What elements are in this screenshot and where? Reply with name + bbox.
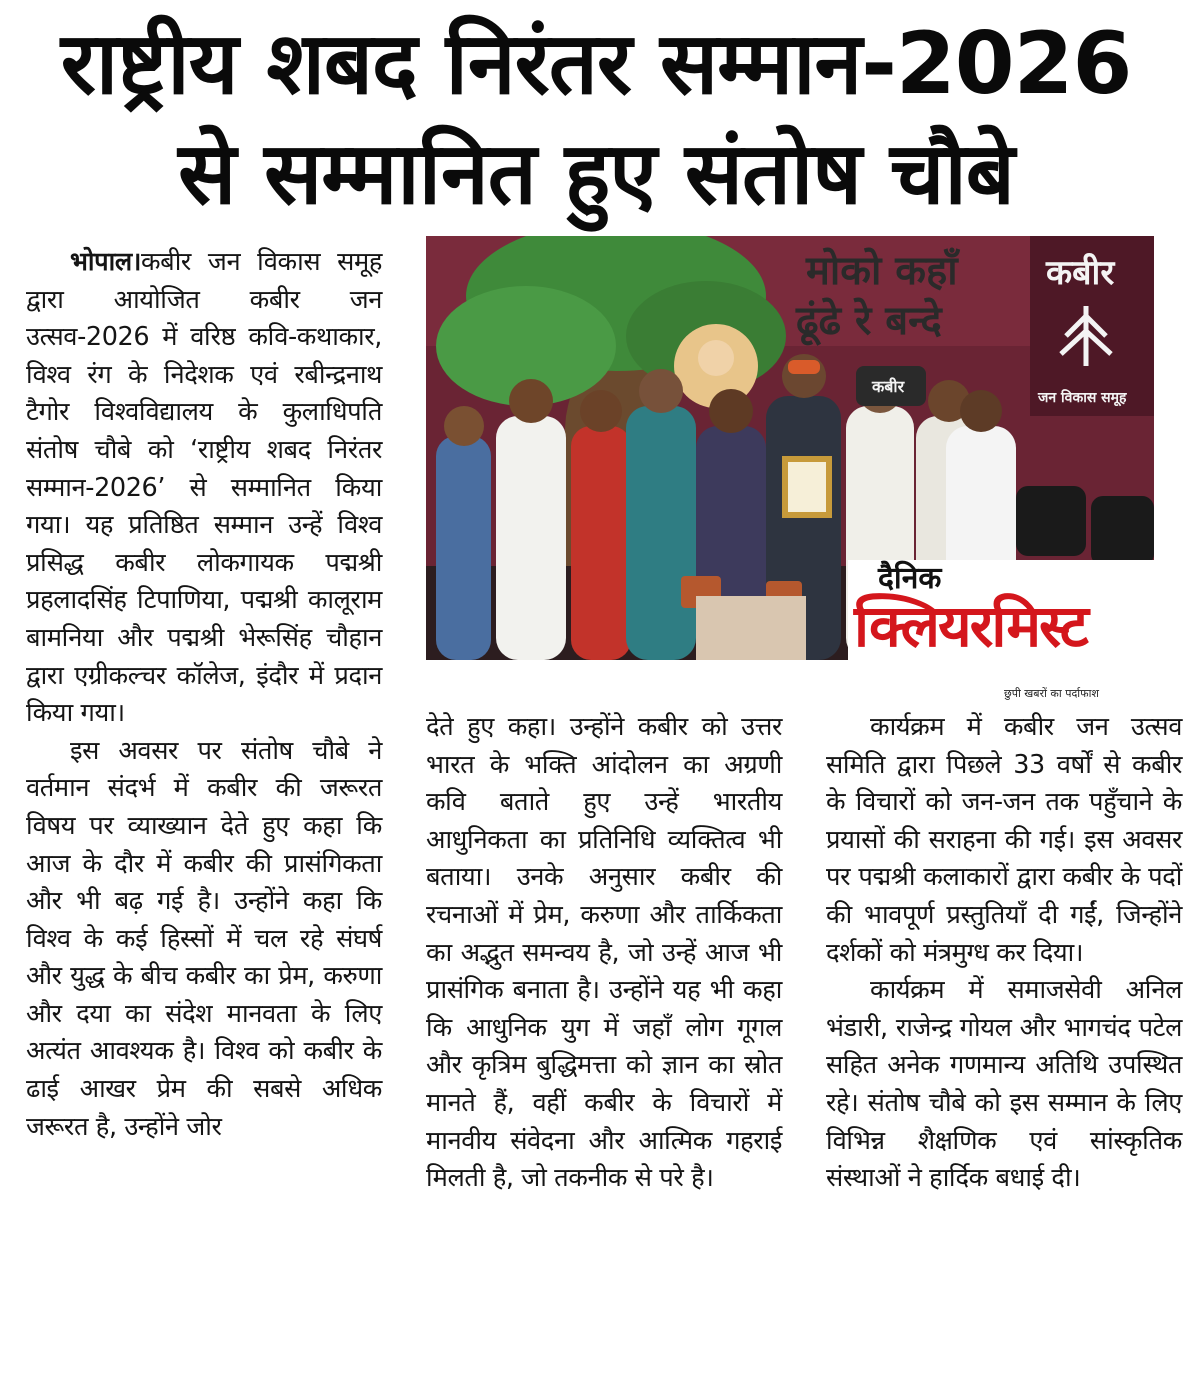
article-paragraph: कार्यक्रम में समाजसेवी अनिल भंडारी, राजेन्द्र गोयल और भागचंद पटेल सहित अनेक गणमान्य अतिथि उपस्थित रहे। संतोष चौबे को इस सम्मान के लिए विभिन्न शैक्षणिक एवं सांस्कृतिक संस्थाओं ने हार्दिक बधाई दी। <box>826 975 1182 1194</box>
logo-text: कबीर <box>1046 253 1115 293</box>
org-text: जन विकास समूह <box>1038 390 1127 406</box>
article-column-1 <box>26 244 382 1146</box>
article-column-2 <box>426 709 782 1198</box>
banner-text-2: ढूंढे रे बन्दे <box>796 298 942 344</box>
article-paragraph: इस अवसर पर संतोष चौबे ने वर्तमान संदर्भ में कबीर की जरूरत विषय पर व्याख्यान देते हुए कहा कि आज के दौर में कबीर की प्रासंगिकता और भी बढ़ गई है। उन्होंने कहा कि विश्व के कई हिस्सों में चल रहे संघर्ष और युद्ध के बीच कबीर का प्रेम, करुणा और दया का संदेश मानवता के लिए अत्यंत आवश्यक है। विश्व को कबीर के ढाई आखर प्रेम की सबसे अधिक जरूरत है, उन्होंने जोर <box>26 735 382 1142</box>
stage-text: कबीर <box>872 377 905 396</box>
dateline: भोपाल। <box>70 247 141 277</box>
masthead-top: दैनिक <box>878 561 942 596</box>
masthead-tagline: छुपी खबरों का पर्दाफाश <box>1004 687 1099 700</box>
article-paragraph: देते हुए कहा। उन्होंने कबीर को उत्तर भारत के भक्ति आंदोलन का अग्रणी कवि बताते हुए उन्हें भारतीय आधुनिकता का प्रतिनिधि व्यक्तित्व भी बताया। उनके अनुसार कबीर की रचनाओं में प्रेम, करुणा और तार्किकता का अद्भुत समन्वय है, जो उन्हें आज भी प्रासंगिक बनाता है। उन्होंने यह भी कहा कि आधुनिक युग में जहाँ लोग गूगल और कृत्रिम बुद्धिमत्ता को ज्ञान का स्रोत मानते हैं, वहीं कबीर के विचारों में मानवीय संवेदना और आत्मिक गहराई मिलती है, जो तकनीक से परे है। <box>426 712 782 1194</box>
masthead-name: क्लियरमिस्ट <box>854 592 1087 660</box>
paragraph-text: कबीर जन विकास समूह द्वारा आयोजित कबीर जन उत्सव-2026 में वरिष्ठ कवि-कथाकार, विश्व रंग के निदेशक एवं रबीन्द्रनाथ टैगोर विश्वविद्यालय के कुलाधिपति संतोष चौबे को ‘राष्ट्रीय शबद निरंतर सम्मान-2026’ से सम्मानित किया गया। यह प्रतिष्ठित सम्मान उन्हें विश्व प्रसिद्ध कबीर लोकगायक पद्मश्री प्रहलादसिंह टिपाणिया, पद्मश्री कालूराम बामनिया और पद्मश्री भेरूसिंह चौहान द्वारा एग्रीकल्चर कॉलेज, इंदौर में प्रदान किया गया। <box>26 247 382 729</box>
article-paragraph <box>26 244 382 733</box>
article-column-3 <box>826 709 1182 1198</box>
masthead-logo <box>848 560 1154 678</box>
banner-text-1: मोको कहाँ <box>806 248 958 294</box>
headline-line-2: से सम्मानित हुए संतोष चौबे <box>178 124 1014 224</box>
headline-line-1: राष्ट्रीय शबद निरंतर सम्मान-2026 <box>60 14 1132 114</box>
article-paragraph: कार्यक्रम में कबीर जन उत्सव समिति द्वारा पिछले 33 वर्षों से कबीर के विचारों को जन-जन तक पहुँचाने के प्रयासों की सराहना की गई। इस अवसर पर पद्मश्री कलाकारों द्वारा कबीर के पदों की भावपूर्ण प्रस्तुतियाँ दी गईं, जिन्होंने दर्शकों को मंत्रमुग्ध कर दिया। <box>826 712 1182 968</box>
